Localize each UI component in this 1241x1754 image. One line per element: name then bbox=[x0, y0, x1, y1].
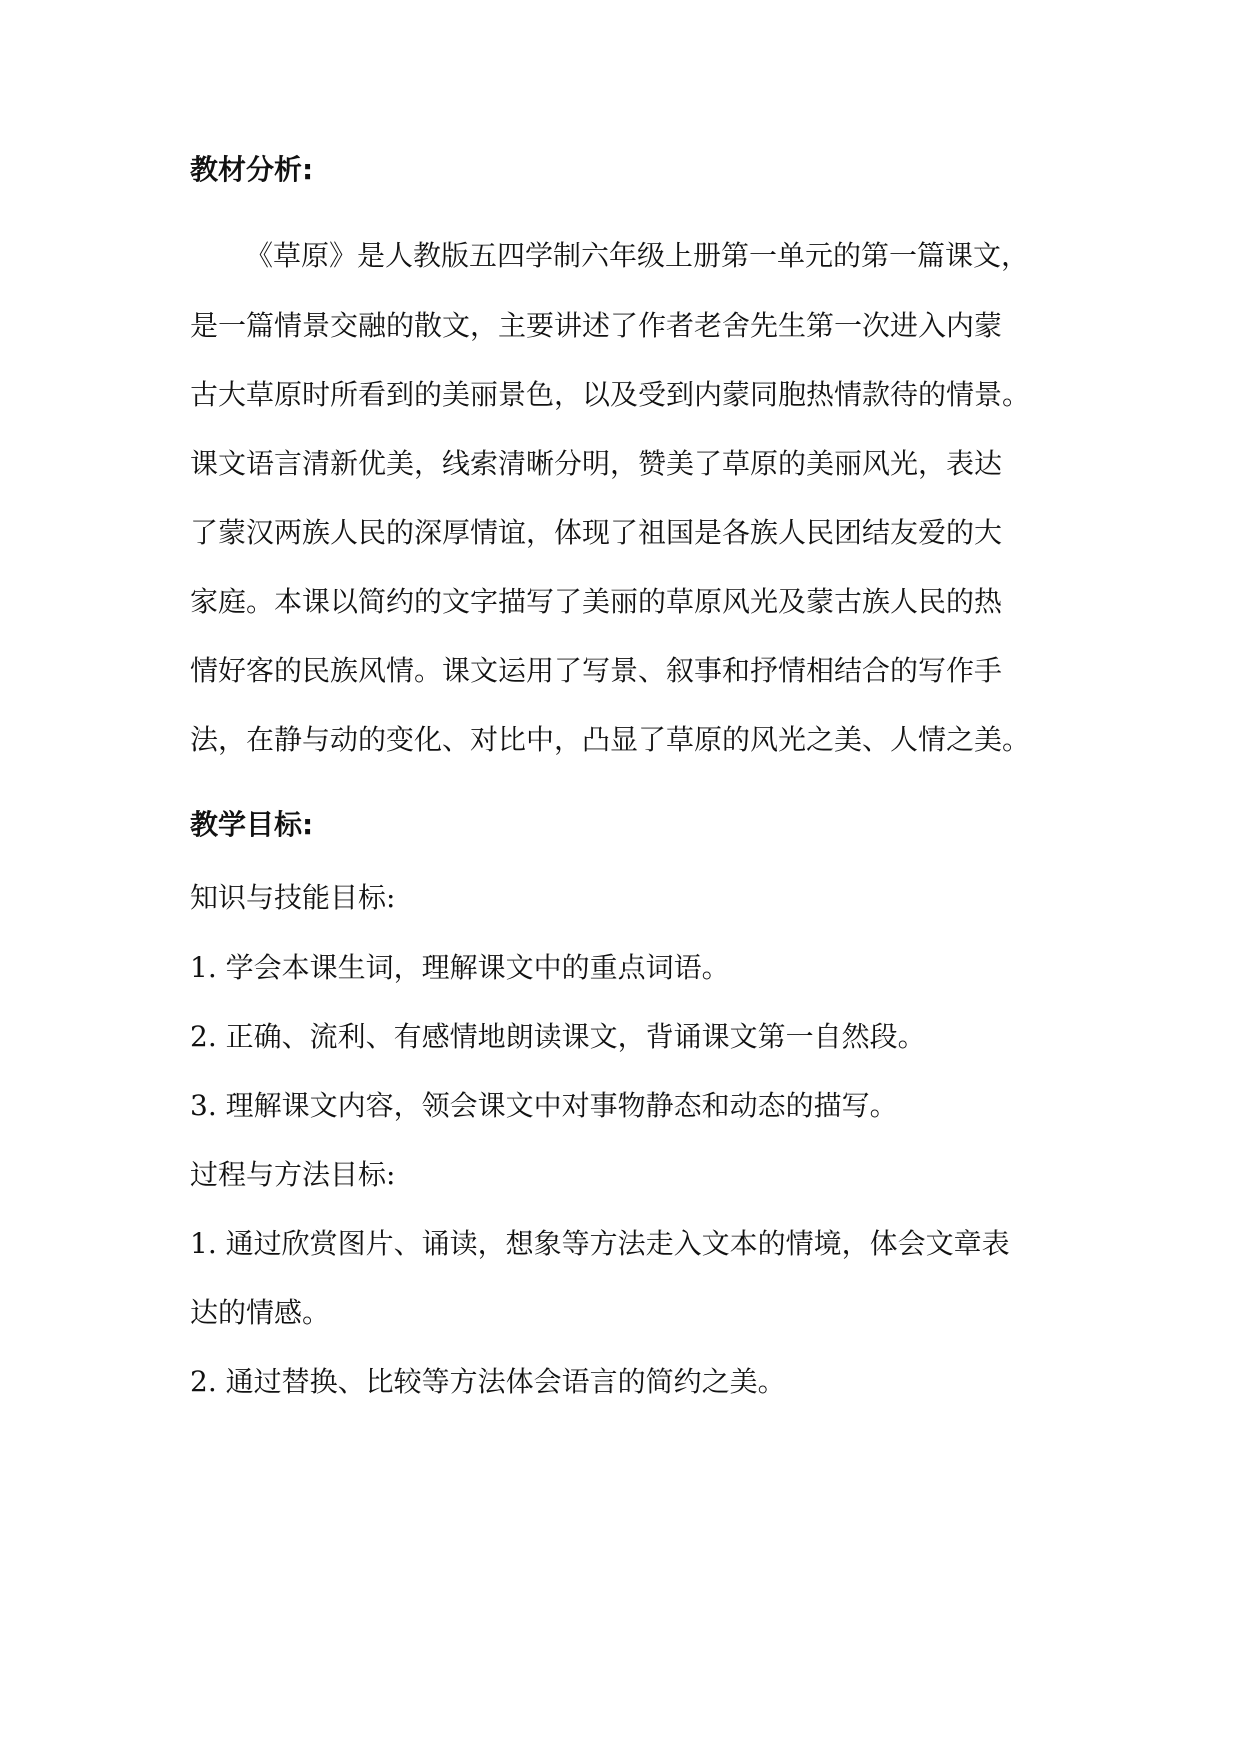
analysis-line: 《草原》是人教版五四学制六年级上册第一单元的第一篇课文， bbox=[245, 239, 1030, 272]
objective-category-process: 过程与方法目标: bbox=[190, 1158, 396, 1191]
analysis-line: 是一篇情景交融的散文，主要讲述了作者老舍先生第一次进入内蒙 bbox=[190, 309, 1003, 342]
analysis-line: 家庭。本课以简约的文字描写了美丽的草原风光及蒙古族人民的热 bbox=[190, 585, 1003, 618]
section-heading-analysis: 教材分析: bbox=[190, 153, 314, 186]
objective-item: 2. 正确、流利、有感情地朗读课文，背诵课文第一自然段。 bbox=[190, 1020, 926, 1053]
section-heading-objectives: 教学目标: bbox=[190, 808, 314, 841]
analysis-line: 课文语言清新优美，线索清晰分明，赞美了草原的美丽风光，表达 bbox=[190, 447, 1003, 480]
objective-item: 1. 学会本课生词，理解课文中的重点词语。 bbox=[190, 951, 730, 984]
objective-item: 3. 理解课文内容，领会课文中对事物静态和动态的描写。 bbox=[190, 1089, 898, 1122]
objective-item: 1. 通过欣赏图片、诵读，想象等方法走入文本的情境，体会文章表 bbox=[190, 1227, 1010, 1260]
analysis-line: 古大草原时所看到的美丽景色，以及受到内蒙同胞热情款待的情景。 bbox=[190, 378, 1031, 411]
analysis-line: 情好客的民族风情。课文运用了写景、叙事和抒情相结合的写作手 bbox=[190, 654, 1003, 687]
objective-category-knowledge: 知识与技能目标: bbox=[190, 881, 396, 914]
objective-item-continuation: 达的情感。 bbox=[190, 1296, 331, 1329]
analysis-line: 法，在静与动的变化、对比中，凸显了草原的风光之美、人情之美。 bbox=[190, 723, 1031, 756]
analysis-line: 了蒙汉两族人民的深厚情谊，体现了祖国是各族人民团结友爱的大 bbox=[190, 516, 1003, 549]
objective-item: 2. 通过替换、比较等方法体会语言的简约之美。 bbox=[190, 1365, 786, 1398]
